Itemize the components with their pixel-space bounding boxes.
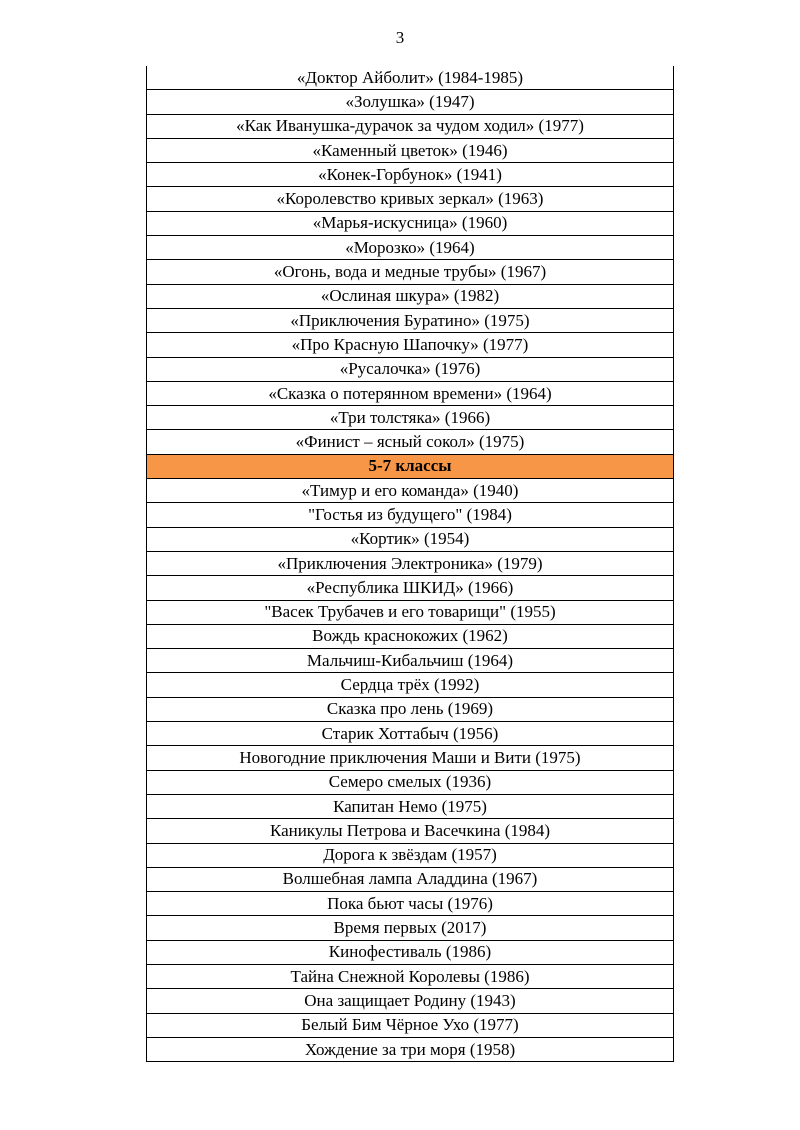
table-row [147,770,674,794]
film-title-cell: Сердца трёх (1992) [147,673,674,697]
table-row [147,357,674,381]
table-row [147,746,674,770]
page-number: 3 [395,28,405,47]
film-title-cell: Сказка про лень (1969) [147,697,674,721]
film-title-cell: «Три толстяка» (1966) [147,406,674,430]
film-list-body [147,66,674,1062]
table-row [147,527,674,551]
film-title-cell: Старик Хоттабыч (1956) [147,722,674,746]
table-row [147,600,674,624]
table-row [147,624,674,648]
film-title-cell: «Приключения Буратино» (1975) [147,308,674,332]
table-row [147,333,674,357]
film-title-cell: Хождение за три моря (1958) [147,1037,674,1061]
table-row [147,673,674,697]
table-row [147,1013,674,1037]
table-row [147,66,674,90]
table-row [147,503,674,527]
film-title-cell: "Гостья из будущего" (1984) [147,503,674,527]
film-title-cell: «Сказка о потерянном времени» (1964) [147,381,674,405]
table-row [147,867,674,891]
table-row [147,138,674,162]
film-title-cell: «Русалочка» (1976) [147,357,674,381]
table-row [147,308,674,332]
film-title-cell: «Республика ШКИД» (1966) [147,576,674,600]
film-list-table [146,66,674,1062]
film-title-cell: Белый Бим Чёрное Ухо (1977) [147,1013,674,1037]
film-title-cell: Вождь краснокожих (1962) [147,624,674,648]
table-row [147,114,674,138]
film-title-cell: «Тимур и его команда» (1940) [147,479,674,503]
film-title-cell: «Каменный цветок» (1946) [147,138,674,162]
film-title-cell: «Марья-искусница» (1960) [147,211,674,235]
table-row [147,819,674,843]
film-title-cell: Капитан Немо (1975) [147,794,674,818]
film-title-cell: «Про Красную Шапочку» (1977) [147,333,674,357]
film-title-cell: «Финист – ясный сокол» (1975) [147,430,674,454]
film-title-cell: Волшебная лампа Аладдина (1967) [147,867,674,891]
film-title-cell: «Приключения Электроника» (1979) [147,551,674,575]
table-row [147,892,674,916]
table-row [147,430,674,454]
film-title-cell: «Конек-Горбунок» (1941) [147,163,674,187]
table-row [147,989,674,1013]
table-row [147,794,674,818]
film-title-cell: «Ослиная шкура» (1982) [147,284,674,308]
film-title-cell: «Доктор Айболит» (1984-1985) [147,66,674,90]
section-header-row [147,454,674,478]
table-row [147,187,674,211]
table-row [147,211,674,235]
table-row [147,722,674,746]
film-title-cell: «Морозко» (1964) [147,236,674,260]
film-title-cell: Семеро смелых (1936) [147,770,674,794]
film-title-cell: Пока бьют часы (1976) [147,892,674,916]
table-row [147,576,674,600]
table-row [147,90,674,114]
table-row [147,236,674,260]
film-title-cell: Время первых (2017) [147,916,674,940]
film-title-cell: Она защищает Родину (1943) [147,989,674,1013]
film-title-cell: «Золушка» (1947) [147,90,674,114]
film-title-cell: Кинофестиваль (1986) [147,940,674,964]
table-row [147,1037,674,1061]
section-header-label: 5-7 классы [147,454,674,478]
film-title-cell: Мальчиш-Кибальчиш (1964) [147,649,674,673]
table-row [147,406,674,430]
film-title-cell: Дорога к звёздам (1957) [147,843,674,867]
table-row [147,916,674,940]
film-title-cell: «Кортик» (1954) [147,527,674,551]
table-row [147,163,674,187]
table-row [147,479,674,503]
table-row [147,260,674,284]
film-title-cell: Каникулы Петрова и Васечкина (1984) [147,819,674,843]
table-row [147,649,674,673]
film-title-cell: Новогодние приключения Маши и Вити (1975) [147,746,674,770]
film-title-cell: Тайна Снежной Королевы (1986) [147,964,674,988]
table-row [147,843,674,867]
table-row [147,381,674,405]
film-title-cell: «Королевство кривых зеркал» (1963) [147,187,674,211]
table-row [147,697,674,721]
table-row [147,940,674,964]
film-title-cell: «Как Иванушка-дурачок за чудом ходил» (1977) [147,114,674,138]
table-row [147,551,674,575]
film-title-cell: «Огонь, вода и медные трубы» (1967) [147,260,674,284]
table-row [147,964,674,988]
film-title-cell: "Васек Трубачев и его товарищи" (1955) [147,600,674,624]
table-row [147,284,674,308]
